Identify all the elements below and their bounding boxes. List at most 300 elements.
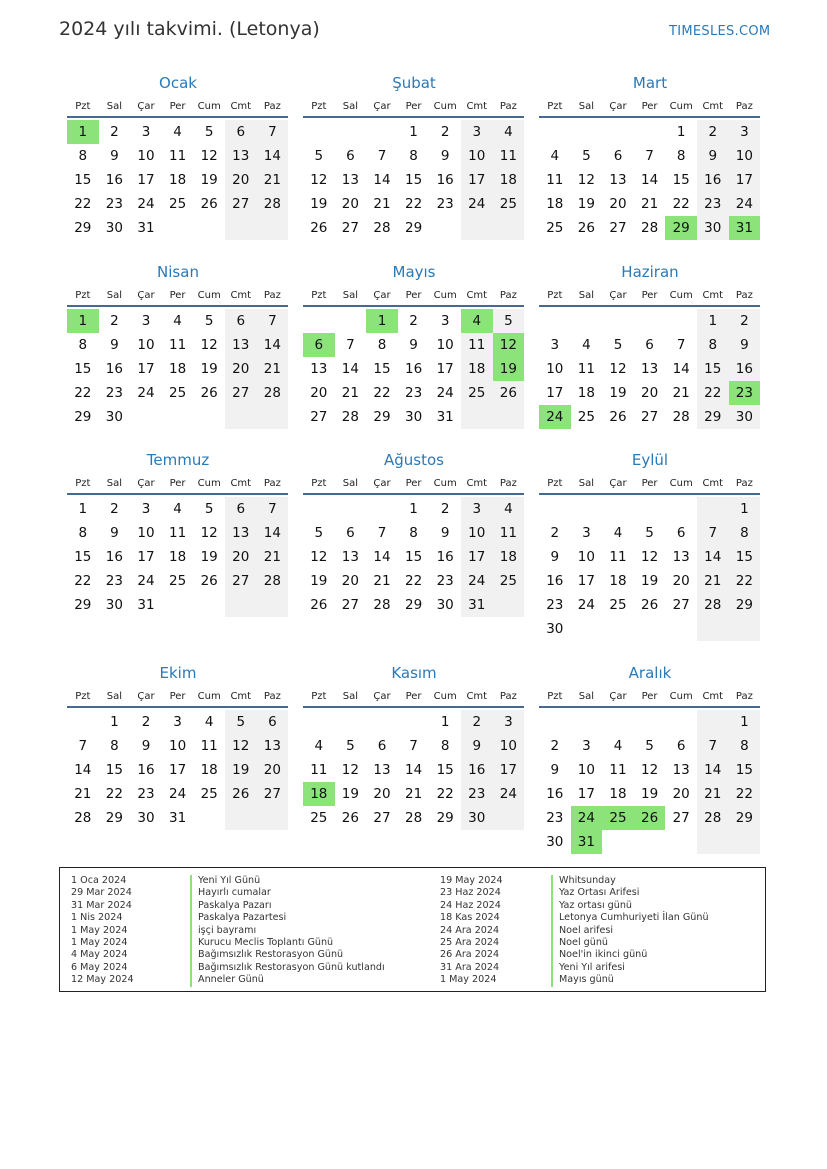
- day-cell[interactable]: 12: [200, 148, 218, 164]
- day-cell[interactable]: 29: [729, 806, 761, 830]
- day-cell[interactable]: 24: [137, 385, 155, 401]
- day-cell[interactable]: 30: [137, 810, 155, 826]
- day-cell[interactable]: 31: [729, 216, 761, 240]
- day-cell[interactable]: 4: [204, 714, 214, 730]
- day-cell[interactable]: 12: [225, 734, 257, 758]
- day-cell[interactable]: 30: [105, 409, 123, 425]
- day-cell[interactable]: 24: [571, 806, 603, 830]
- day-cell[interactable]: 27: [257, 782, 289, 806]
- day-cell[interactable]: 22: [436, 786, 454, 802]
- day-cell[interactable]: 23: [546, 810, 564, 826]
- day-cell[interactable]: 9: [141, 738, 151, 754]
- day-cell[interactable]: 18: [168, 172, 187, 188]
- day-cell[interactable]: 26: [200, 385, 218, 401]
- day-cell[interactable]: 25: [602, 806, 634, 830]
- day-cell[interactable]: 19: [310, 573, 328, 589]
- day-cell[interactable]: 3: [729, 120, 761, 144]
- day-cell[interactable]: 28: [257, 569, 289, 593]
- day-cell[interactable]: 29: [436, 810, 454, 826]
- day-cell[interactable]: 25: [493, 192, 525, 216]
- day-cell[interactable]: 27: [672, 810, 690, 826]
- day-cell[interactable]: 14: [257, 144, 289, 168]
- day-cell[interactable]: 18: [546, 196, 564, 212]
- day-cell[interactable]: 2: [409, 313, 418, 329]
- day-cell[interactable]: 26: [634, 806, 666, 830]
- day-cell[interactable]: 20: [310, 385, 328, 401]
- day-cell[interactable]: 3: [173, 714, 182, 730]
- day-cell[interactable]: 11: [168, 148, 187, 164]
- day-cell[interactable]: 23: [404, 385, 423, 401]
- day-cell[interactable]: 8: [409, 525, 418, 541]
- day-cell[interactable]: 19: [225, 758, 257, 782]
- day-cell[interactable]: 19: [200, 549, 218, 565]
- day-cell[interactable]: 4: [461, 309, 493, 333]
- day-cell[interactable]: 28: [257, 381, 289, 405]
- day-cell[interactable]: 7: [676, 337, 686, 353]
- day-cell[interactable]: 14: [373, 172, 391, 188]
- day-cell[interactable]: 25: [461, 381, 493, 405]
- day-cell[interactable]: 26: [577, 220, 595, 236]
- day-cell[interactable]: 25: [310, 810, 328, 826]
- day-cell[interactable]: 25: [200, 786, 218, 802]
- day-cell[interactable]: 6: [676, 525, 686, 541]
- day-cell[interactable]: 13: [257, 734, 289, 758]
- day-cell[interactable]: 14: [257, 521, 289, 545]
- day-cell[interactable]: 1: [729, 710, 761, 734]
- day-cell[interactable]: 8: [440, 738, 450, 754]
- day-cell[interactable]: 17: [436, 361, 454, 377]
- day-cell[interactable]: 16: [729, 357, 761, 381]
- day-cell[interactable]: 12: [640, 549, 659, 565]
- day-cell[interactable]: 6: [377, 738, 387, 754]
- day-cell[interactable]: 30: [697, 216, 729, 240]
- day-cell[interactable]: 29: [105, 810, 123, 826]
- day-cell[interactable]: 8: [78, 337, 88, 353]
- day-cell[interactable]: 22: [697, 381, 729, 405]
- day-cell[interactable]: 5: [225, 710, 257, 734]
- day-cell[interactable]: 18: [168, 549, 187, 565]
- day-cell[interactable]: 18: [493, 168, 525, 192]
- day-cell[interactable]: 23: [546, 597, 564, 613]
- day-cell[interactable]: 11: [168, 525, 187, 541]
- day-cell[interactable]: 12: [609, 361, 627, 377]
- day-cell[interactable]: 10: [137, 337, 155, 353]
- day-cell[interactable]: 23: [137, 786, 155, 802]
- day-cell[interactable]: 13: [672, 762, 690, 778]
- day-cell[interactable]: 6: [225, 120, 257, 144]
- day-cell[interactable]: 16: [436, 172, 454, 188]
- day-cell[interactable]: 23: [105, 196, 123, 212]
- day-cell[interactable]: 25: [577, 409, 595, 425]
- day-cell[interactable]: 15: [672, 172, 690, 188]
- day-cell[interactable]: 13: [341, 172, 359, 188]
- day-cell[interactable]: 27: [310, 409, 328, 425]
- day-cell[interactable]: 26: [200, 196, 218, 212]
- day-cell[interactable]: 16: [546, 786, 564, 802]
- day-cell[interactable]: 7: [697, 734, 729, 758]
- day-cell[interactable]: 5: [204, 313, 214, 329]
- day-cell[interactable]: 25: [168, 573, 187, 589]
- day-cell[interactable]: 20: [257, 758, 289, 782]
- day-cell[interactable]: 25: [168, 196, 187, 212]
- day-cell[interactable]: 4: [550, 148, 560, 164]
- day-cell[interactable]: 18: [493, 545, 525, 569]
- day-cell[interactable]: 14: [257, 333, 289, 357]
- day-cell[interactable]: 12: [577, 172, 595, 188]
- day-cell[interactable]: 28: [341, 409, 359, 425]
- day-cell[interactable]: 27: [225, 192, 257, 216]
- day-cell[interactable]: 7: [377, 525, 387, 541]
- day-cell[interactable]: 16: [436, 549, 454, 565]
- day-cell[interactable]: 17: [137, 172, 155, 188]
- day-cell[interactable]: 5: [645, 738, 654, 754]
- day-cell[interactable]: 16: [546, 573, 564, 589]
- day-cell[interactable]: 16: [137, 762, 155, 778]
- day-cell[interactable]: 30: [546, 621, 564, 637]
- day-cell[interactable]: 9: [550, 762, 560, 778]
- day-cell[interactable]: 20: [341, 196, 359, 212]
- day-cell[interactable]: 15: [729, 545, 761, 569]
- day-cell[interactable]: 7: [697, 521, 729, 545]
- day-cell[interactable]: 21: [257, 357, 289, 381]
- day-cell[interactable]: 11: [310, 762, 328, 778]
- day-cell[interactable]: 21: [341, 385, 359, 401]
- day-cell[interactable]: 31: [168, 810, 187, 826]
- day-cell[interactable]: 12: [310, 172, 328, 188]
- day-cell[interactable]: 5: [582, 148, 591, 164]
- day-cell[interactable]: 5: [204, 124, 214, 140]
- day-cell[interactable]: 2: [550, 525, 560, 541]
- day-cell[interactable]: 2: [440, 124, 450, 140]
- day-cell[interactable]: 21: [697, 569, 729, 593]
- day-cell[interactable]: 4: [493, 497, 525, 521]
- day-cell[interactable]: 17: [461, 545, 493, 569]
- day-cell[interactable]: 30: [404, 409, 423, 425]
- day-cell[interactable]: 31: [137, 220, 155, 236]
- day-cell[interactable]: 30: [105, 220, 123, 236]
- day-cell[interactable]: 15: [404, 172, 423, 188]
- day-cell[interactable]: 22: [404, 573, 423, 589]
- day-cell[interactable]: 30: [105, 597, 123, 613]
- day-cell[interactable]: 9: [550, 549, 560, 565]
- day-cell[interactable]: 1: [366, 309, 398, 333]
- day-cell[interactable]: 29: [404, 597, 423, 613]
- day-cell[interactable]: 26: [341, 810, 359, 826]
- day-cell[interactable]: 5: [613, 337, 623, 353]
- day-cell[interactable]: 10: [137, 525, 155, 541]
- day-cell[interactable]: 15: [729, 758, 761, 782]
- day-cell[interactable]: 20: [225, 545, 257, 569]
- day-cell[interactable]: 4: [613, 525, 623, 541]
- day-cell[interactable]: 19: [310, 196, 328, 212]
- day-cell[interactable]: 17: [493, 758, 525, 782]
- day-cell[interactable]: 3: [493, 710, 525, 734]
- day-cell[interactable]: 16: [105, 549, 123, 565]
- day-cell[interactable]: 26: [225, 782, 257, 806]
- day-cell[interactable]: 25: [168, 385, 187, 401]
- day-cell[interactable]: 19: [200, 361, 218, 377]
- day-cell[interactable]: 20: [341, 573, 359, 589]
- day-cell[interactable]: 30: [436, 597, 454, 613]
- day-cell[interactable]: 14: [74, 762, 92, 778]
- day-cell[interactable]: 13: [609, 172, 627, 188]
- day-cell[interactable]: 23: [729, 381, 761, 405]
- day-cell[interactable]: 3: [440, 313, 450, 329]
- day-cell[interactable]: 11: [493, 144, 525, 168]
- day-cell[interactable]: 6: [257, 710, 289, 734]
- day-cell[interactable]: 28: [373, 220, 391, 236]
- day-cell[interactable]: 8: [676, 148, 686, 164]
- day-cell[interactable]: 31: [436, 409, 454, 425]
- day-cell[interactable]: 8: [697, 333, 729, 357]
- day-cell[interactable]: 14: [672, 361, 690, 377]
- day-cell[interactable]: 6: [303, 333, 335, 357]
- day-cell[interactable]: 4: [582, 337, 591, 353]
- day-cell[interactable]: 8: [110, 738, 119, 754]
- day-cell[interactable]: 15: [105, 762, 123, 778]
- day-cell[interactable]: 4: [314, 738, 324, 754]
- day-cell[interactable]: 24: [168, 786, 187, 802]
- day-cell[interactable]: 10: [137, 148, 155, 164]
- day-cell[interactable]: 24: [577, 597, 595, 613]
- day-cell[interactable]: 29: [697, 405, 729, 429]
- day-cell[interactable]: 2: [550, 738, 560, 754]
- day-cell[interactable]: 19: [577, 196, 595, 212]
- day-cell[interactable]: 3: [141, 501, 151, 517]
- day-cell[interactable]: 8: [78, 148, 88, 164]
- day-cell[interactable]: 17: [137, 361, 155, 377]
- day-cell[interactable]: 8: [729, 734, 761, 758]
- day-cell[interactable]: 21: [672, 385, 690, 401]
- day-cell[interactable]: 27: [225, 381, 257, 405]
- day-cell[interactable]: 10: [577, 549, 595, 565]
- day-cell[interactable]: 28: [404, 810, 423, 826]
- day-cell[interactable]: 10: [461, 521, 493, 545]
- day-cell[interactable]: 16: [461, 758, 493, 782]
- day-cell[interactable]: 12: [310, 549, 328, 565]
- day-cell[interactable]: 31: [571, 830, 603, 854]
- day-cell[interactable]: 18: [200, 762, 218, 778]
- day-cell[interactable]: 14: [341, 361, 359, 377]
- day-cell[interactable]: 10: [493, 734, 525, 758]
- day-cell[interactable]: 29: [404, 220, 423, 236]
- day-cell[interactable]: 20: [225, 357, 257, 381]
- day-cell[interactable]: 24: [493, 782, 525, 806]
- day-cell[interactable]: 27: [341, 597, 359, 613]
- brand-link[interactable]: TIMESLES.COM: [669, 24, 771, 39]
- day-cell[interactable]: 27: [373, 810, 391, 826]
- day-cell[interactable]: 15: [697, 357, 729, 381]
- day-cell[interactable]: 27: [341, 220, 359, 236]
- day-cell[interactable]: 2: [141, 714, 151, 730]
- day-cell[interactable]: 22: [74, 196, 92, 212]
- day-cell[interactable]: 1: [440, 714, 450, 730]
- day-cell[interactable]: 8: [78, 525, 88, 541]
- day-cell[interactable]: 27: [609, 220, 627, 236]
- day-cell[interactable]: 9: [461, 734, 493, 758]
- day-cell[interactable]: 12: [200, 525, 218, 541]
- day-cell[interactable]: 11: [493, 521, 525, 545]
- day-cell[interactable]: 10: [461, 144, 493, 168]
- day-cell[interactable]: 18: [577, 385, 595, 401]
- day-cell[interactable]: 23: [436, 196, 454, 212]
- day-cell[interactable]: 28: [697, 593, 729, 617]
- day-cell[interactable]: 2: [461, 710, 493, 734]
- day-cell[interactable]: 15: [74, 172, 92, 188]
- day-cell[interactable]: 1: [409, 124, 418, 140]
- day-cell[interactable]: 5: [346, 738, 355, 754]
- day-cell[interactable]: 11: [609, 762, 627, 778]
- day-cell[interactable]: 24: [137, 196, 155, 212]
- day-cell[interactable]: 27: [640, 409, 659, 425]
- day-cell[interactable]: 12: [200, 337, 218, 353]
- day-cell[interactable]: 8: [729, 521, 761, 545]
- day-cell[interactable]: 31: [461, 593, 493, 617]
- day-cell[interactable]: 11: [577, 361, 595, 377]
- day-cell[interactable]: 14: [697, 758, 729, 782]
- day-cell[interactable]: 6: [225, 497, 257, 521]
- day-cell[interactable]: 21: [257, 168, 289, 192]
- day-cell[interactable]: 15: [74, 361, 92, 377]
- day-cell[interactable]: 12: [341, 762, 359, 778]
- day-cell[interactable]: 17: [577, 786, 595, 802]
- day-cell[interactable]: 17: [461, 168, 493, 192]
- day-cell[interactable]: 10: [729, 144, 761, 168]
- day-cell[interactable]: 4: [173, 501, 182, 517]
- day-cell[interactable]: 10: [168, 738, 187, 754]
- day-cell[interactable]: 2: [440, 501, 450, 517]
- day-cell[interactable]: 9: [110, 525, 119, 541]
- day-cell[interactable]: 4: [173, 124, 182, 140]
- day-cell[interactable]: 8: [377, 337, 387, 353]
- day-cell[interactable]: 19: [640, 573, 659, 589]
- day-cell[interactable]: 27: [225, 569, 257, 593]
- day-cell[interactable]: 13: [225, 333, 257, 357]
- day-cell[interactable]: 22: [672, 196, 690, 212]
- day-cell[interactable]: 7: [377, 148, 387, 164]
- day-cell[interactable]: 12: [493, 333, 525, 357]
- day-cell[interactable]: 6: [225, 309, 257, 333]
- day-cell[interactable]: 28: [672, 409, 690, 425]
- day-cell[interactable]: 29: [665, 216, 697, 240]
- day-cell[interactable]: 7: [645, 148, 654, 164]
- day-cell[interactable]: 7: [78, 738, 88, 754]
- day-cell[interactable]: 16: [404, 361, 423, 377]
- day-cell[interactable]: 16: [105, 361, 123, 377]
- day-cell[interactable]: 21: [257, 545, 289, 569]
- day-cell[interactable]: 23: [105, 573, 123, 589]
- day-cell[interactable]: 27: [672, 597, 690, 613]
- day-cell[interactable]: 21: [373, 573, 391, 589]
- day-cell[interactable]: 25: [609, 597, 627, 613]
- day-cell[interactable]: 29: [373, 409, 391, 425]
- day-cell[interactable]: 14: [640, 172, 659, 188]
- day-cell[interactable]: 10: [436, 337, 454, 353]
- day-cell[interactable]: 22: [105, 786, 123, 802]
- day-cell[interactable]: 26: [310, 220, 328, 236]
- day-cell[interactable]: 28: [74, 810, 92, 826]
- day-cell[interactable]: 25: [546, 220, 564, 236]
- day-cell[interactable]: 21: [697, 782, 729, 806]
- day-cell[interactable]: 9: [697, 144, 729, 168]
- day-cell[interactable]: 6: [346, 525, 355, 541]
- day-cell[interactable]: 1: [67, 120, 99, 144]
- day-cell[interactable]: 26: [640, 597, 659, 613]
- day-cell[interactable]: 5: [204, 501, 214, 517]
- day-cell[interactable]: 15: [74, 549, 92, 565]
- day-cell[interactable]: 5: [314, 525, 324, 541]
- day-cell[interactable]: 26: [493, 381, 525, 405]
- day-cell[interactable]: 3: [461, 120, 493, 144]
- day-cell[interactable]: 23: [697, 192, 729, 216]
- day-cell[interactable]: 28: [640, 220, 659, 236]
- day-cell[interactable]: 14: [373, 549, 391, 565]
- day-cell[interactable]: 15: [404, 549, 423, 565]
- day-cell[interactable]: 4: [493, 120, 525, 144]
- day-cell[interactable]: 13: [310, 361, 328, 377]
- day-cell[interactable]: 24: [461, 192, 493, 216]
- day-cell[interactable]: 19: [609, 385, 627, 401]
- day-cell[interactable]: 19: [640, 786, 659, 802]
- day-cell[interactable]: 19: [341, 786, 359, 802]
- day-cell[interactable]: 30: [461, 806, 493, 830]
- day-cell[interactable]: 17: [546, 385, 564, 401]
- day-cell[interactable]: 7: [257, 120, 289, 144]
- day-cell[interactable]: 17: [137, 549, 155, 565]
- day-cell[interactable]: 20: [225, 168, 257, 192]
- day-cell[interactable]: 28: [373, 597, 391, 613]
- day-cell[interactable]: 5: [493, 309, 525, 333]
- day-cell[interactable]: 6: [613, 148, 623, 164]
- day-cell[interactable]: 3: [141, 124, 151, 140]
- day-cell[interactable]: 3: [582, 738, 591, 754]
- day-cell[interactable]: 21: [640, 196, 659, 212]
- day-cell[interactable]: 7: [257, 497, 289, 521]
- day-cell[interactable]: 3: [550, 337, 560, 353]
- day-cell[interactable]: 6: [645, 337, 654, 353]
- day-cell[interactable]: 12: [640, 762, 659, 778]
- day-cell[interactable]: 9: [440, 148, 450, 164]
- day-cell[interactable]: 17: [729, 168, 761, 192]
- day-cell[interactable]: 9: [440, 525, 450, 541]
- day-cell[interactable]: 17: [577, 573, 595, 589]
- day-cell[interactable]: 18: [168, 361, 187, 377]
- day-cell[interactable]: 20: [640, 385, 659, 401]
- day-cell[interactable]: 20: [672, 786, 690, 802]
- day-cell[interactable]: 30: [729, 405, 761, 429]
- day-cell[interactable]: 21: [404, 786, 423, 802]
- day-cell[interactable]: 3: [461, 497, 493, 521]
- day-cell[interactable]: 11: [168, 337, 187, 353]
- day-cell[interactable]: 11: [609, 549, 627, 565]
- day-cell[interactable]: 10: [546, 361, 564, 377]
- day-cell[interactable]: 26: [310, 597, 328, 613]
- day-cell[interactable]: 29: [74, 409, 92, 425]
- day-cell[interactable]: 30: [546, 834, 564, 850]
- day-cell[interactable]: 1: [67, 309, 99, 333]
- day-cell[interactable]: 22: [729, 782, 761, 806]
- day-cell[interactable]: 15: [436, 762, 454, 778]
- day-cell[interactable]: 23: [436, 573, 454, 589]
- day-cell[interactable]: 2: [110, 501, 119, 517]
- day-cell[interactable]: 1: [676, 124, 686, 140]
- day-cell[interactable]: 22: [74, 573, 92, 589]
- day-cell[interactable]: 9: [729, 333, 761, 357]
- day-cell[interactable]: 18: [609, 786, 627, 802]
- day-cell[interactable]: 9: [409, 337, 418, 353]
- day-cell[interactable]: 24: [729, 192, 761, 216]
- day-cell[interactable]: 7: [409, 738, 418, 754]
